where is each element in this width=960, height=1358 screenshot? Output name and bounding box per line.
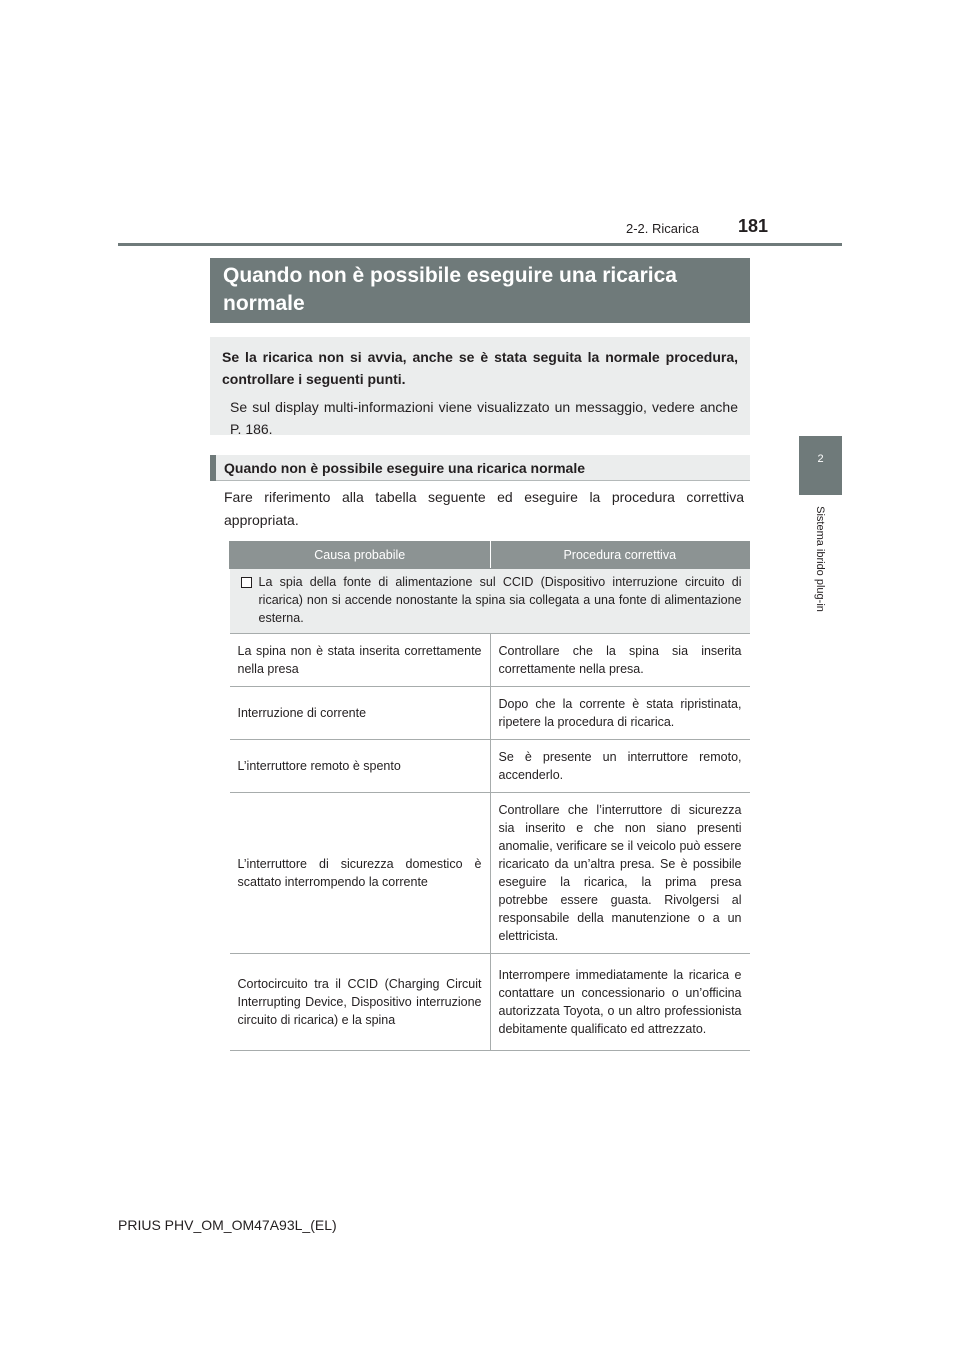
remedy-cell: Controllare che l’interruttore di sicurezza sia inserito e che non siano presenti anomalie, verificare se il veicolo può essere ricaricato da un’altra presa. Se è possibile eseguire la ricarica, la prima presa potrebbe essere guasta. Rivolgersi al responsabile della manutenzione o a un elettricista. xyxy=(490,793,750,954)
cause-cell: L’interruttore di sicurezza domestico è scattato interrompendo la corrente xyxy=(230,793,491,954)
header-rule xyxy=(118,243,842,246)
remedy-cell: Controllare che la spina sia inserita correttamente nella presa. xyxy=(490,634,750,687)
section-title: 2-2. Ricarica xyxy=(626,221,699,236)
chapter-number: 2 xyxy=(817,453,824,465)
chapter-label: Sistema ibrido plug-in xyxy=(814,506,826,612)
cause-cell: L’interruttore remoto è spento xyxy=(230,740,491,793)
chapter-tab xyxy=(799,436,842,495)
cause-cell: La spina non è stata inserita correttamente nella presa xyxy=(230,634,491,687)
intro-note: Se sul display multi-informazioni viene visualizzato un messaggio, vedere anche P. 186. xyxy=(230,399,738,437)
category-row xyxy=(230,569,750,634)
table-row xyxy=(230,687,750,740)
instruction-paragraph: Fare riferimento alla tabella seguente ed eseguire la procedura correttiva appropriata. xyxy=(224,489,744,528)
document-code: PRIUS PHV_OM_OM47A93L_(EL) xyxy=(118,1217,337,1233)
table-row xyxy=(230,793,750,954)
checkbox-icon xyxy=(241,577,252,588)
subheading: Quando non è possibile eseguire una ricarica normale xyxy=(224,460,585,476)
subheading-accent xyxy=(210,455,216,481)
intro-text: Se la ricarica non si avvia, anche se è stata seguita la normale procedura, controllare i seguenti punti. xyxy=(222,349,738,387)
page-title: Quando non è possibile eseguire una ricarica normale xyxy=(210,258,750,323)
table-row xyxy=(230,740,750,793)
table-header-row xyxy=(230,542,750,569)
category-text: La spia della fonte di alimentazione sul CCID (Dispositivo interruzione circuito di ricarica) non si accende nonostante la spina sia collegata a una fonte di alimentazione esterna. xyxy=(258,575,742,625)
table-row xyxy=(230,954,750,1051)
troubleshooting-table xyxy=(229,541,750,1051)
table-row xyxy=(230,634,750,687)
page-number: 181 xyxy=(738,216,769,236)
cause-cell: Interruzione di corrente xyxy=(230,687,491,740)
remedy-cell: Dopo che la corrente è stata ripristinata, ripetere la procedura di ricarica. xyxy=(490,687,750,740)
remedy-cell: Se è presente un interruttore remoto, accenderlo. xyxy=(490,740,750,793)
intro-box xyxy=(210,337,750,435)
category-cell xyxy=(230,569,750,634)
header-cause: Causa probabile xyxy=(230,542,491,569)
cause-cell: Cortocircuito tra il CCID (Charging Circuit Interrupting Device, Dispositivo interruzione circuito di ricarica) e la spina xyxy=(230,954,491,1051)
remedy-cell: Interrompere immediatamente la ricarica e contattare un concessionario o un’officina autorizzata Toyota, o un altro professionista debitamente qualificato ed attrezzato. xyxy=(490,954,750,1051)
header-remedy: Procedura correttiva xyxy=(490,542,750,569)
